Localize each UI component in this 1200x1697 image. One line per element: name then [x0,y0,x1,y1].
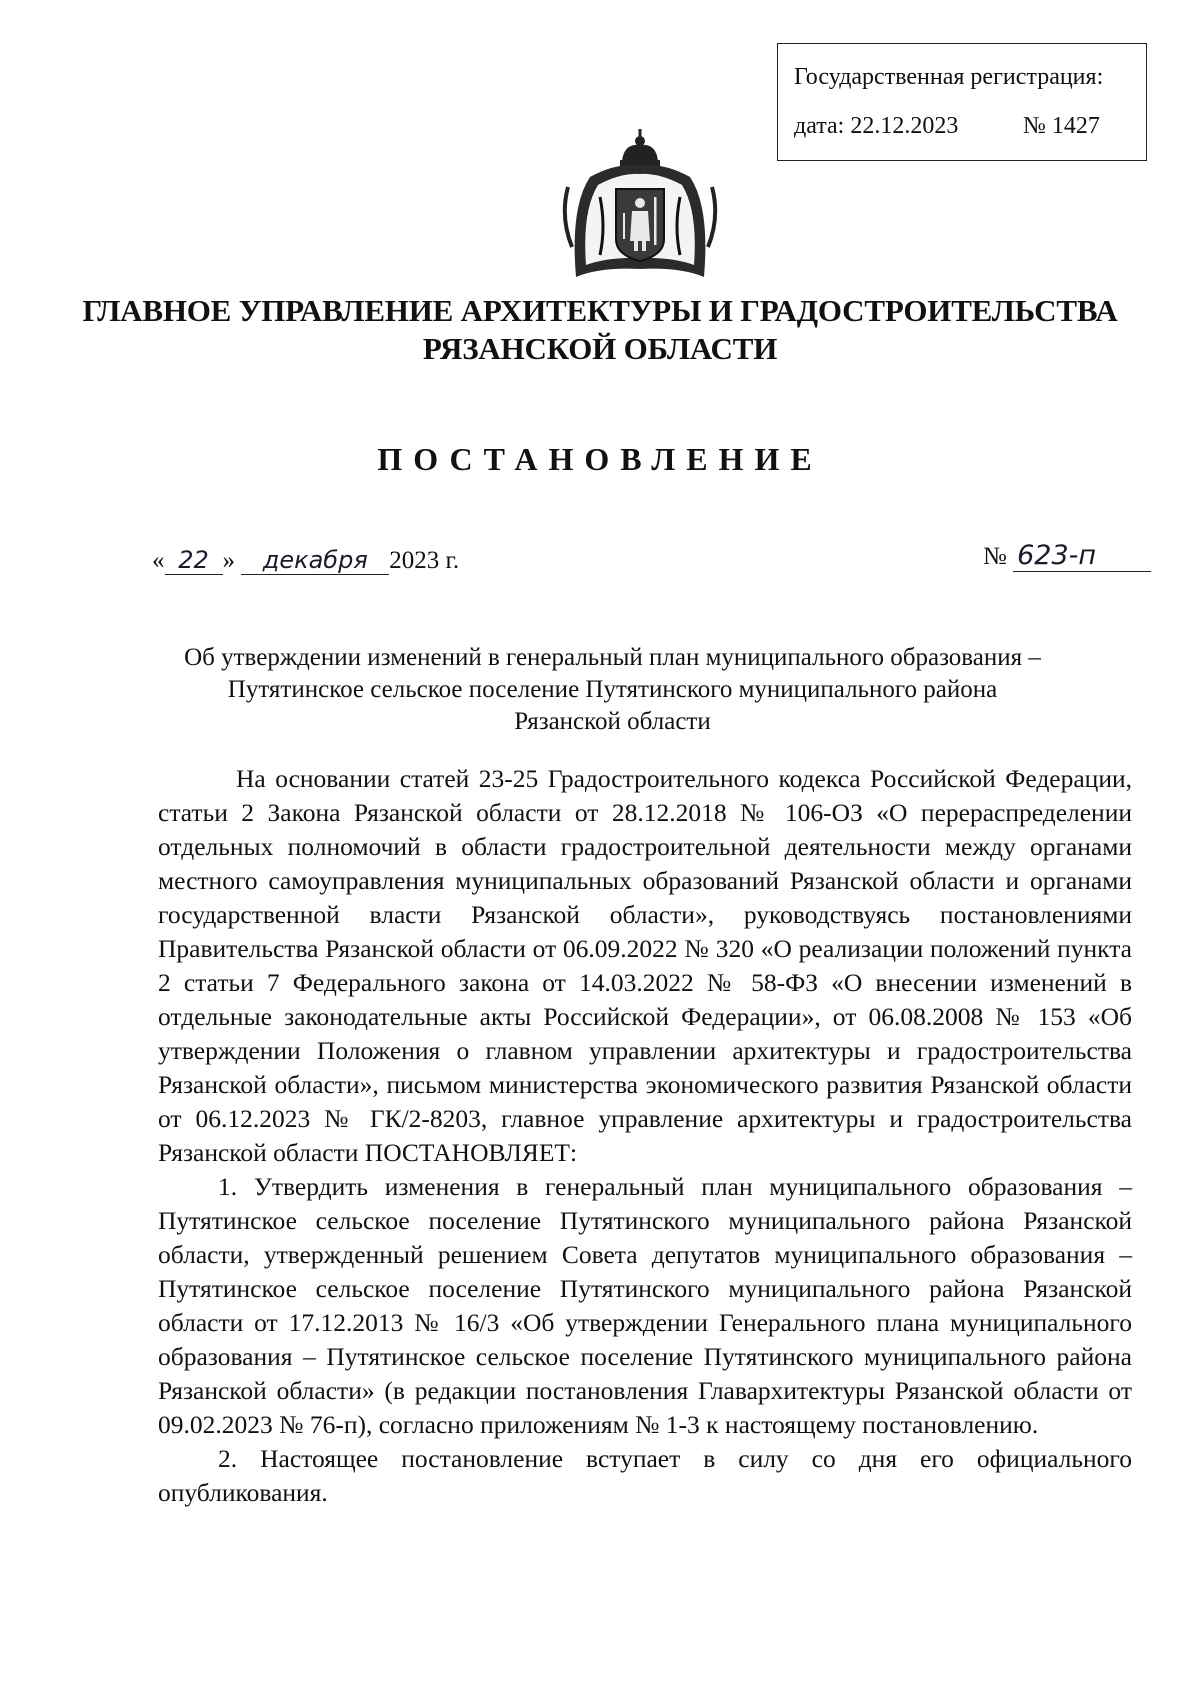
date-open-quote: « [152,547,165,574]
body-item-1: 1. Утвердить изменения в генеральный план муниципального образования – Путятинское сельское поселение Путятинского муниципального района Рязанской области, утвержденный решением Совета депутатов муниципального образования – Путятинское сельское поселение Путятинского муниципального района Рязанской области от 17.12.2013 № 16/3 «Об утверждении Генерального плана муниципального образования – Путятинское сельское поселение Путятинского муниципального района Рязанской области» (в редакции постановления Главархитектуры Рязанской области от 09.02.2023 № 76-п), согласно приложениям № 1-3 к настоящему постановлению. [158,1172,1132,1439]
organization-name-line2: РЯЗАНСКОЙ ОБЛАСТИ [422,331,778,366]
document-type-title: ПОСТАНОВЛЕНИЕ [377,441,823,477]
number-prefix: № [983,543,1007,570]
subject-line1: Об утверждении изменений в генеральный план муниципального образования – [184,644,1041,671]
registration-number: № 1427 [1023,113,1100,139]
document-subject [160,642,1065,738]
date-close-quote: » [222,547,235,574]
organization-name-line1: ГЛАВНОЕ УПРАВЛЕНИЕ АРХИТЕКТУРЫ И ГРАДОСТРОИТЕЛЬСТВА [82,293,1118,328]
registration-date: дата: 22.12.2023 [794,113,959,139]
ryazan-coat-of-arms-icon [560,127,720,282]
document-body [158,762,1132,1510]
document-date [152,546,459,575]
body-preamble: На основании статей 23-25 Градостроительного кодекса Российской Федерации, статьи 2 Закона Рязанской области от 28.12.2018 № 106-ОЗ «О перераспределении отдельных полномочий в области градостроительной деятельности между органами местного самоуправления муниципальных образований Рязанской области и органами государственной власти Рязанской области», руководствуясь постановлениями Правительства Рязанской области от 06.09.2022 № 320 «О реализации положений пункта 2 статьи 7 Федерального закона от 14.03.2022 № 58-ФЗ «О внесении изменений в отдельные законодательные акты Российской Федерации», от 06.08.2008 № 153 «Об утверждении Положения о главном управлении архитектуры и градостроительства Рязанской области», письмом министерства экономического развития Рязанской области от 06.12.2023 № ГК/2-8203, главное управление архитектуры и градостроительства Рязанской области ПОСТАНОВЛЯЕТ: [158,764,1132,1167]
number-handwritten: 623-п [1013,540,1151,572]
subject-line3: Рязанской области [514,708,711,735]
registration-stamp-box [777,43,1147,161]
subject-line2: Путятинское сельское поселение Путятинского муниципального района [227,676,998,703]
registration-title: Государственная регистрация: [794,64,1104,90]
date-month-handwritten: декабря [241,546,389,575]
date-year: 2023 г. [389,547,460,574]
body-item-2: 2. Настоящее постановление вступает в силу со дня его официального опубликования. [158,1444,1132,1507]
date-day-handwritten: 22 [165,546,223,575]
document-number [983,540,1151,572]
organization-name [0,292,1200,368]
